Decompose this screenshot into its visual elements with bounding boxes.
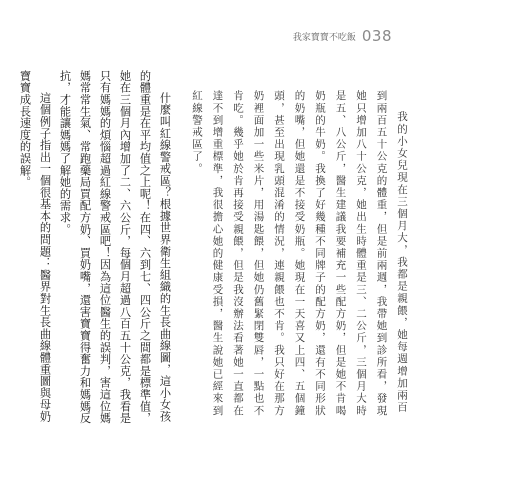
book-title: 我家寶寶不吃飯: [292, 32, 356, 43]
body-paragraph: 這個例子指出一個很基本的問題：醫界對生長曲線體重圖與母奶寶寶成長速度的誤解。: [18, 70, 52, 423]
page-header: [293, 26, 392, 46]
quote-paragraph: 我的小女兒現在三個月大，我都是親餵，她每週增加兩百到兩百五十公克的體重，但是前兩週，我帶她到診所看，發現她只增加八十公克，她出生時體重是三、二公斤，三個月大時是五、八公斤，醫生建議我要補充一些配方奶，但是她不肯喝奶瓶的牛奶。我換了好幾種不同牌子的配方奶，還有不同形狀的奶嘴，但她還是不接受奶瓶。她現在一天喜又上四、五個鐘頭，甚至出現乳頭混淆的情況，連親餵也不肯。我只好在那方奶裡面加一些米片，用湯匙餵，但她仍舊緊閉雙唇，一點也不肯吃。幾乎她於肯再接受親餵，但是我沒辦法看著她一直都在達不到增重標準，我很擔心她的健康受損，醫生說她已經來到紅線警戒區了。: [191, 90, 408, 417]
body-paragraph: 什麼叫紅線警戒區？根據世界衛生組織的生長曲線圖，這小女孩的體重是在平均值之上呢！在四、六到七、四公斤之間都是標準值，她在三個月內增加了二、六公斤，每個月超過八百五十公克，我看是只有媽媽的煩惱超過紅線警戒區吧！因為這位醫生的誤判，害這位媽媽常常生氣、常跑藥局買配方奶、買奶嘴，還害寶寶得奮力和媽媽反抗，才能讓媽媽了解她的需求。: [58, 70, 172, 424]
vertical-text-body: [18, 70, 412, 425]
page-number: 038: [361, 27, 392, 45]
